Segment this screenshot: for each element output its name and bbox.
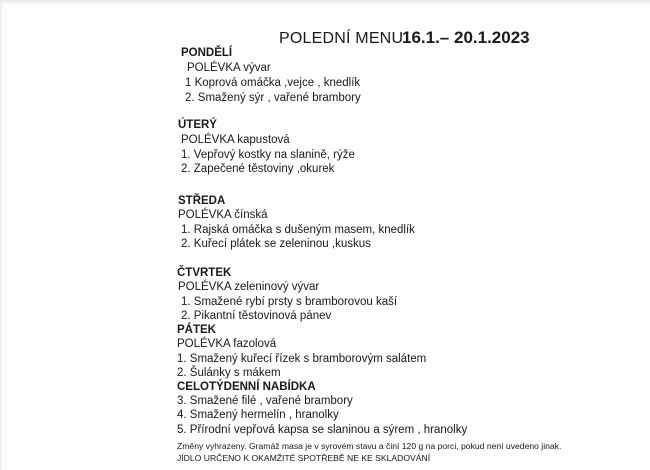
soup-monday: POLÉVKA vývar (187, 62, 271, 74)
weekly-dish-4: 4. Smažený hermelín , hranolky (177, 409, 339, 421)
scan-edge-left (0, 0, 3, 470)
soup-thursday: POLÉVKA zeleninový vývar (178, 281, 320, 293)
dish-thursday-1: 1. Smažené rybí prsty s bramborovou kaší (181, 296, 398, 308)
soup-tuesday: POLÉVKA kapustová (181, 134, 290, 146)
dish-thursday-2: 2. Pikantní těstovinová pánev (181, 310, 332, 322)
weekly-dish-3: 3. Smažené filé , vařené brambory (177, 395, 353, 407)
note-disclaimer: Změny vyhrazeny. Gramáž masa je v syrovém stavu a činí 120 g na porci, pokud není uvedeno jinak. (177, 441, 562, 451)
note-consumption: JÍDLO URČENO K OKAMŽITÉ SPOTŘEBĚ NE KE SKLADOVÁNÍ (177, 453, 431, 463)
day-heading-monday: PONDĚLÍ (181, 47, 233, 59)
day-heading-thursday: ČTVRTEK (177, 267, 232, 279)
soup-friday: POLÉVKA fazolová (177, 338, 277, 350)
weekly-offer-heading: CELOTÝDENNÍ NABÍDKA (177, 381, 316, 393)
dish-tuesday-1: 1. Vepřový kostky na slanině, rýže (181, 149, 355, 161)
day-heading-friday: PÁTEK (177, 324, 216, 336)
menu-title: POLEDNÍ MENU (279, 30, 404, 47)
day-heading-tuesday: ÚTERÝ (178, 119, 217, 131)
dish-monday-1: 1 Koprová omáčka ,vejce , knedlík (185, 77, 361, 89)
scan-edge-top (0, 0, 650, 4)
dish-wednesday-2: 2. Kuřecí plátek se zeleninou ,kuskus (181, 238, 371, 250)
dish-tuesday-2: 2. Zapečené těstoviny ,okurek (181, 163, 335, 175)
dish-wednesday-1: 1. Rajská omáčka s dušeným masem, knedlík (181, 224, 415, 236)
dish-friday-2: 2. Šulánky s mákem (177, 367, 281, 379)
dish-friday-1: 1. Smažený kuřecí řízek s bramborovým salátem (177, 353, 427, 365)
menu-date-range: 16.1.– 20.1.2023 (402, 28, 530, 47)
soup-wednesday: POLÉVKA čínská (178, 209, 268, 221)
weekly-dish-5: 5. Přírodní vepřová kapsa se slaninou a sýrem , hranolky (177, 424, 468, 436)
dish-monday-2: 2. Smažený sýr , vařené brambory (185, 92, 361, 104)
day-heading-wednesday: STŘEDA (178, 195, 226, 207)
